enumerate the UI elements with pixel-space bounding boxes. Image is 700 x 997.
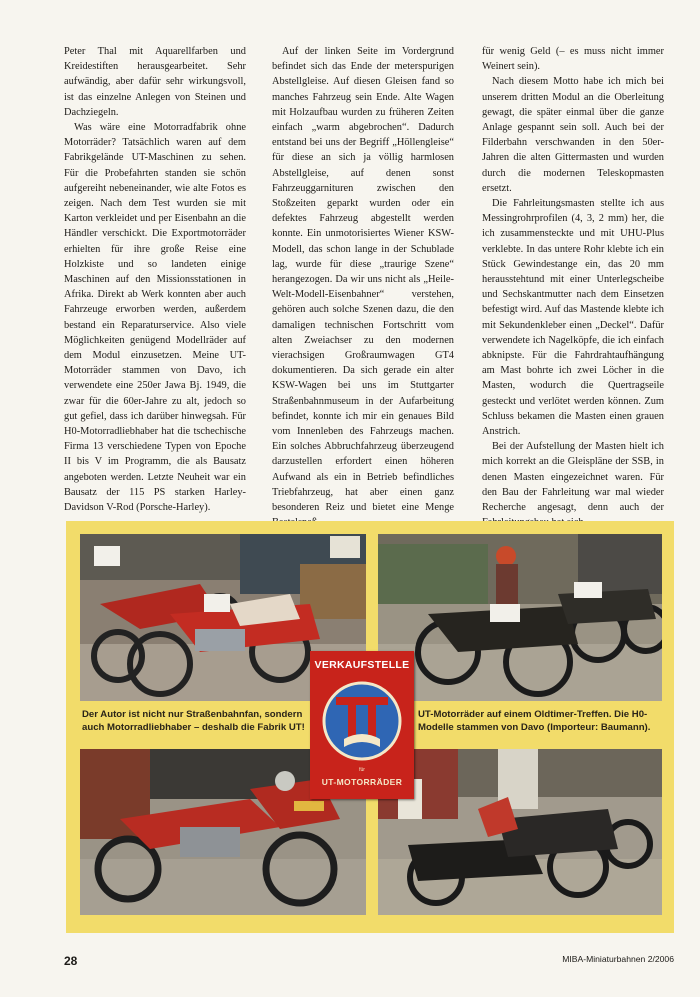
- paragraph: Peter Thal mit Aquarellfarben und Kreidestiften herausgearbeitet. Sehr aufwändig, aber dafür sehr wirkungsvoll, ist das einzelne Anlegen von Steinen und Dachziegeln.: [64, 46, 246, 118]
- sign-top-text: VERKAUFSTELLE: [314, 659, 410, 671]
- photo-black-motorcycles-meeting: [378, 534, 662, 701]
- text-column-3: [482, 44, 664, 531]
- sign-small-text: für: [359, 767, 365, 773]
- ut-sales-sign: [310, 651, 414, 799]
- paragraph: Nach diesem Motto habe ich mich bei unserem dritten Modul an die Oberleitung gewagt, die später einmal über die ganze Anlage gespannt sein soll. Auch bei der Filderbahn verschwanden in den 50er-Jahren die alten Gittermasten und wurden durch die modernen Teleskopmasten ersetzt.: [482, 76, 664, 194]
- page-number: 28: [64, 954, 78, 968]
- sign-bottom-text: UT-MOTORRÄDER: [321, 777, 403, 787]
- paragraph: Auf der linken Seite im Vordergrund befindet sich das Ende der meterspurigen Abstellgleise. Auf diesen Gleisen fand so manches Fahrzeug sein Ende. Alte Wagen mit Holzaufbau wurden zu früheren Zeiten einfach „warm abgebrochen“. Dadurch entstand bei uns der Begriff „Höllengleise“ für diese an sich ja völlig harmlosen Abstellgleise, auf denen sonst Fahrzeuggarnituren zwischen den Stoßzeiten geparkt wurden oder ein defektes Fahrzeug abgestellt werden konnte. Ein unmotorisiertes Wiener KSW-Modell, das schon lange in der Schublade lag, wurde für diese „traurige Szene“ herangezogen. Da wir uns nicht als „Heile-Welt-Modell-Eisenbahner“ verstehen, gehören auch solche Szenen dazu, die den damaligen technischen Fortschritt vom alten Zweiachser zu den modernen vierachsigen Großraumwagen GT4 dokumentieren. Da sich gerade ein alter KSW-Wagen bei uns im Stuttgarter Straßenbahnmuseum in der Aufarbeitung befindet, konnte ich mir ein genaues Bild vom Innenleben des Fahrzeugs machen. Ein solches Abbruchfahrzeug überzeugend darzustellen erfordert einen höheren Aufwand als ein in Betrieb befindliches Triebfahrzeug, hat aber einen ganz besonderen Reiz und bietet eine Menge: [272, 46, 454, 514]
- ut-logo-icon: [322, 677, 402, 765]
- paragraph: Was wäre eine Motorradfabrik ohne Motorräder? Tatsächlich waren auf dem Fabrikgelände UT-Maschinen zu sehen. Für die Probefahrten standen sie schön aufgereiht nebeneinander, wie alte Fotos es zeigen. Nach dem Test wurden sie mit Karton verkleidet und per Eisenbahn an die Händler verschickt. Die Exportmotorräder erhielten für ihre große Reise eine Holzkiste und so landeten einige Maschinen auf den Missionsstationen in Afrika. Direkt ab Werk konnten aber auch Fahrzeuge erworben werden, außerdem bestand ein Reparaturservice. Also viele Möglichkeiten genügend Modellräder auf dem Modul einzusetzen. Meine UT-Motorräder stammen von Davo, ich verwendete eine 250er Jawa Bj. 1949, die zwar für die 60er-Jahre zu alt, jedoch so gut gefiel, dass ich darüber hinwegsah. Für H0-Motorradliebhaber hat die tschechische Firma 13 verschiedene Typen von Epoche II bis V im Programm, die als Bausatz angeboten werden. Letzte Neuheit war ein Bausatz der 115 PS starken Harley-Davidson V-Rod (Porsche-Harley).: [64, 122, 246, 514]
- paragraph: Die Fahrleitungsmasten stellte ich aus Messingrohrprofilen (4, 3, 2 mm) her, die ich zusammensteckte und mit UHU-Plus verklebte. In das untere Rohr klebte ich ein Stück Gewindestange ein, das 20 mm herausstehtund mit einer Unterlegscheibe und Sechskantmutter nach dem Einsetzen befestigt wird. Auf das Mastende klebte ich mit Sekundenkleber einen „Deckel“. Dafür verwendete ich Nagelköpfe, die ich einfach abknipste. Für die Fahrdrahtaufhängung am Mast bohrte ich zwei Löcher in die Masten, wodurch die Quertragseile gesteckt und verlötet werden können. Zum Schluss bekamen die Masten einen grauen Anstrich.: [482, 198, 664, 438]
- paragraph: für wenig Geld (– es muss nicht immer Weinert sein).: [482, 46, 664, 73]
- caption-right: UT-Motorräder auf einem Oldtimer-Treffen. Die H0-Modelle stammen von Davo (Importeur: Baumann).: [418, 709, 651, 733]
- text-column-2: [272, 44, 454, 531]
- footer-source: MIBA-Miniaturbahnen 2/2006: [562, 954, 674, 964]
- photo-panel: [66, 521, 674, 933]
- caption-left: Der Autor ist nicht nur Straßenbahnfan, sondern auch Motorradliebhaber – deshalb die Fabrik UT!: [82, 709, 305, 733]
- paragraph: Bei der Aufstellung der Masten hielt ich mich korrekt an die Gleispläne der SSB, in denen Masten eingezeichnet waren. Für den Bau der Fahrleitung war mal wieder Recherche angesagt, denn auch der: [482, 441, 664, 514]
- text-column-1: [64, 44, 246, 515]
- photo-sidecar-motorcycle: [378, 749, 662, 915]
